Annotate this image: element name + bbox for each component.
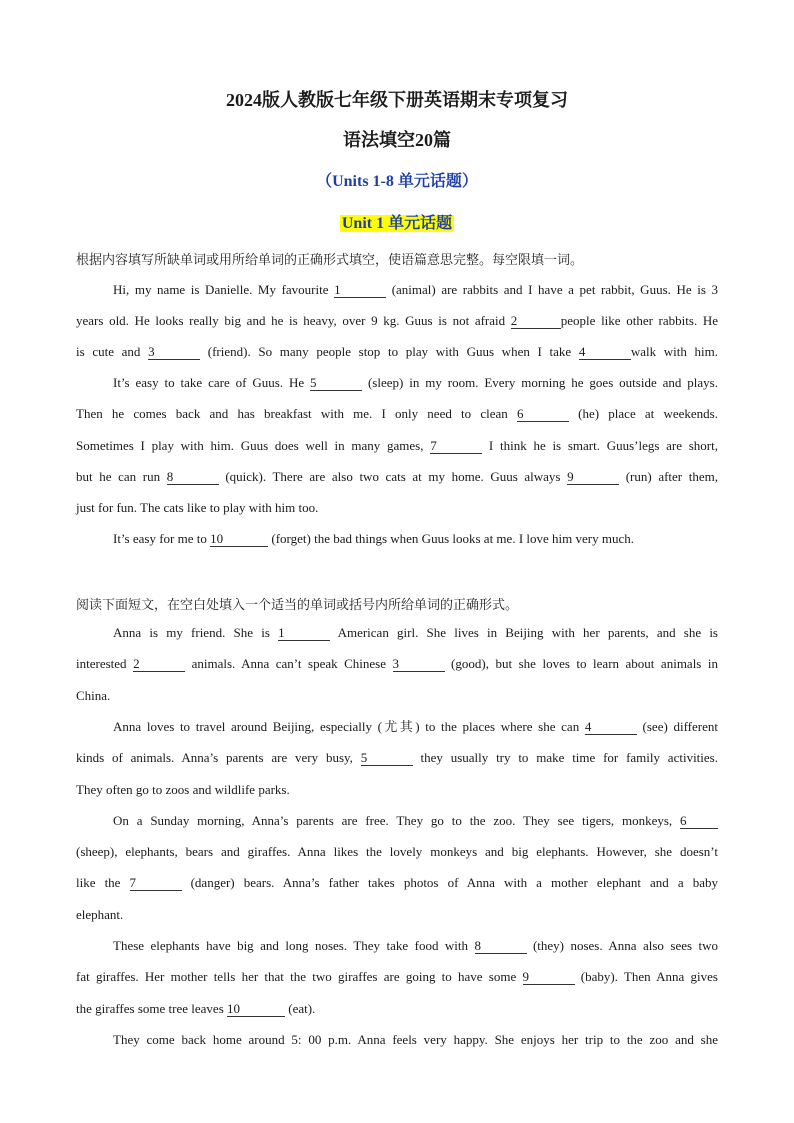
passage2-line [76, 844, 718, 860]
passage1-line [76, 500, 718, 516]
passage2-line [113, 1032, 718, 1048]
blank-2[interactable]: 2 [133, 657, 185, 672]
passage-text: It’s easy for me to [113, 530, 211, 546]
passage-text: elephant. [76, 906, 124, 922]
passage1-line [113, 375, 718, 391]
blank-1[interactable]: 1 [334, 283, 386, 298]
blank-7[interactable]: 7 [430, 439, 482, 454]
passage1-line [76, 406, 718, 422]
passage-text: animals. Anna can’t speak Chinese [185, 656, 393, 672]
passage-text: American girl. She lives in Beijing with her parents, and she is [330, 625, 718, 640]
passage-text: (forget) the bad things when Guus looks at me. I love him very much. [268, 530, 634, 546]
blank-5[interactable]: 5 [361, 751, 413, 766]
passage-text: Hi, my name is Danielle. My favourite [113, 282, 335, 297]
passage-text: but he can run [76, 468, 167, 484]
blank-8[interactable]: 8 [475, 939, 527, 954]
passage2-line [76, 969, 718, 985]
passage2-line [76, 907, 718, 923]
passage-text: kinds of animals. Anna’s parents are very busy, [76, 750, 361, 766]
passage1-line [76, 438, 718, 454]
passage-text: walk with him. [630, 344, 718, 360]
passage-text: (eat). [285, 1000, 316, 1016]
blank-4[interactable]: 4 [585, 720, 637, 735]
passage-text: They come back home around 5: 00 p.m. Anna feels very happy. She enjoys her trip to the zoo and she [113, 1031, 718, 1047]
passage-text: It’s easy to take care of Guus. He [113, 375, 311, 391]
page-title: 2024版人教版七年级下册英语期末专项复习 [226, 90, 568, 110]
blank-3[interactable]: 3 [393, 657, 445, 672]
passage2-instruction: 阅读下面短文，在空白处填入一个适当的单词或括号内所给单词的正确形式。 [76, 598, 519, 613]
passage2-line [113, 938, 718, 954]
passage-text: (quick). There are also two cats at my home. Guus always [218, 468, 568, 484]
passage2-line [76, 750, 718, 766]
passage-text: is cute and [76, 344, 149, 360]
passage-text: On a Sunday morning, Anna’s parents are free. They go to the zoo. They see tigers, monkeys, [113, 812, 680, 828]
passage-text: like the [76, 875, 130, 891]
passage2-line [113, 719, 718, 735]
passage-text: just for fun. The cats like to play with him too. [76, 499, 319, 515]
passage-text: people like other rabbits. He [560, 313, 718, 329]
passage2-line [76, 875, 718, 891]
passage-text: China. [76, 687, 111, 703]
blank-7[interactable]: 7 [130, 876, 182, 891]
passage1-line [76, 313, 718, 329]
passage-text: They often go to zoos and wildlife parks. [76, 781, 290, 797]
passage1-line [113, 282, 718, 298]
passage-text: Anna is my friend. She is [113, 625, 279, 640]
passage-text: (danger) bears. Anna’s father takes photos of Anna with a mother elephant and a baby [181, 875, 718, 891]
passage-text: (they) noses. Anna also sees two [526, 938, 719, 953]
passage-text: the giraffes some tree leaves [76, 1000, 227, 1016]
passage-text: they usually try to make time for family activities. [412, 750, 718, 766]
units-range: （Units 1-8 单元话题） [316, 173, 478, 190]
passage-text: Then he comes back and has breakfast with me. I only need to clean [76, 406, 517, 422]
passage1-line [113, 531, 718, 547]
blank-9[interactable]: 9 [523, 970, 575, 985]
page-subtitle: 语法填空20篇 [343, 130, 451, 150]
passage-text: fat giraffes. Her mother tells her that the two giraffes are going to have some [76, 969, 523, 985]
blank-1[interactable]: 1 [278, 626, 330, 641]
passage-text: (good), but she loves to learn about animals in [444, 656, 719, 672]
passage-text: (see) different [636, 718, 718, 734]
blank-10[interactable]: 10 [210, 532, 268, 547]
passage1-instruction: 根据内容填写所缺单词或用所给单词的正确形式填空，使语篇意思完整。每空限填一词。 [76, 253, 584, 268]
passage2-line [113, 625, 718, 641]
passage-text: These elephants have big and long noses. They take food with [113, 938, 475, 953]
blank-9[interactable]: 9 [567, 470, 619, 485]
blank-3[interactable]: 3 [148, 345, 200, 360]
blank-5[interactable]: 5 [310, 376, 362, 391]
passage-text: I think he is smart. Guus’legs are short, [482, 437, 718, 453]
passage-text: (sleep) in my room. Every morning he goes outside and plays. [362, 375, 718, 391]
blank-6[interactable]: 6 [680, 814, 718, 829]
blank-2[interactable]: 2 [511, 314, 561, 329]
passage-text: (animal) are rabbits and I have a pet rabbit, Guus. He is 3 [386, 282, 718, 297]
passage2-line [113, 813, 718, 829]
section-heading-text: Unit 1 单元话题 [341, 215, 453, 232]
passage-text: (baby). Then Anna gives [574, 969, 718, 985]
passage1-line [76, 469, 718, 485]
passage-text: (sheep), elephants, bears and giraffes. Anna likes the lovely monkeys and big elephants. However, she doesn’t [76, 844, 718, 860]
blank-4[interactable]: 4 [579, 345, 631, 360]
passage-text: (he) place at weekends. [568, 406, 718, 422]
passage-text: years old. He looks really big and he is heavy, over 9 kg. Guus is not afraid [76, 313, 511, 329]
blank-8[interactable]: 8 [167, 470, 219, 485]
passage-text: Anna loves to travel around Beijing, especially (尤其) to the places where she can [113, 718, 585, 734]
passage1-line [76, 344, 718, 360]
passage-text: Sometimes I play with him. Guus does well in many games, [76, 437, 431, 453]
passage2-line [76, 688, 718, 704]
passage-text: (run) after them, [619, 468, 718, 484]
passage2-line [76, 1001, 718, 1017]
blank-6[interactable]: 6 [517, 407, 569, 422]
passage2-line [76, 656, 718, 672]
section-heading [0, 210, 794, 233]
passage2-line [76, 782, 718, 798]
passage-text: (friend). So many people stop to play with Guus when I take [200, 344, 579, 360]
blank-10[interactable]: 10 [227, 1002, 285, 1017]
passage-text: interested [76, 656, 134, 672]
